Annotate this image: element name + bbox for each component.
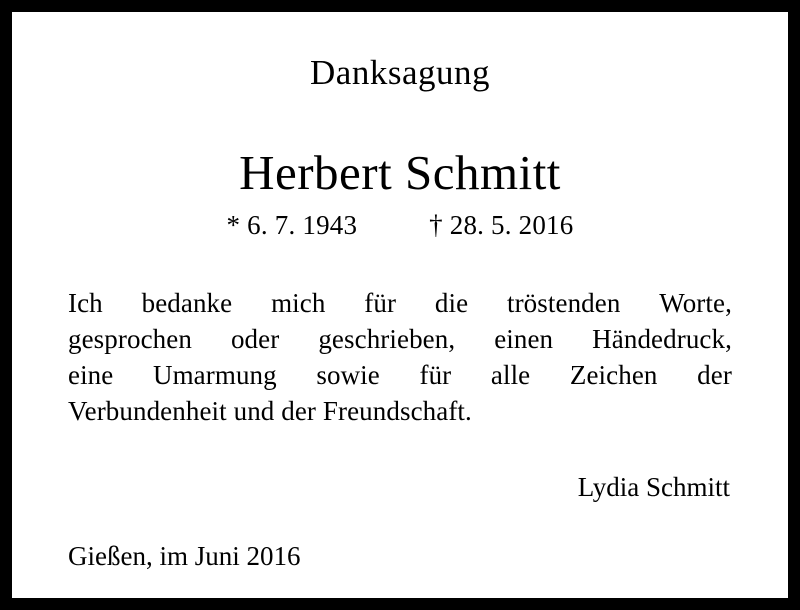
life-dates — [68, 210, 732, 241]
body-word: alle — [490, 360, 531, 391]
body-word: einen — [494, 324, 554, 355]
place-and-date: Gießen, im Juni 2016 — [68, 540, 301, 571]
body-word: Worte, — [659, 287, 732, 318]
body-word: gesprochen — [68, 324, 192, 355]
body-word: geschrieben, — [318, 324, 456, 355]
body-line-4: Verbundenheit und der Freundschaft. — [68, 396, 472, 427]
body-line-2 — [68, 321, 732, 357]
signature-name: Lydia Schmitt — [577, 471, 730, 502]
body-word: oder — [230, 324, 280, 355]
body-word: für — [419, 360, 452, 391]
body-word: Umarmung — [152, 360, 277, 391]
body-word: eine — [68, 360, 114, 391]
obituary-card — [12, 12, 788, 598]
body-word: bedanke — [141, 287, 233, 318]
thank-you-text — [68, 285, 732, 430]
death-date: † 28. 5. 2016 — [429, 209, 574, 240]
body-line-3 — [68, 357, 732, 393]
body-word: für — [364, 287, 397, 318]
body-word: Ich — [68, 287, 103, 318]
body-line-1 — [68, 285, 732, 321]
body-word: tröstenden — [506, 287, 621, 318]
body-word: Zeichen — [569, 360, 658, 391]
deceased-name: Herbert Schmitt — [239, 144, 561, 200]
body-word: mich — [271, 287, 326, 318]
body-word: Händedruck, — [592, 324, 732, 355]
body-word: sowie — [316, 360, 380, 391]
birth-date: * 6. 7. 1943 — [226, 209, 358, 240]
notice-heading: Danksagung — [310, 53, 490, 92]
body-word: der — [697, 360, 732, 391]
body-word: die — [434, 287, 469, 318]
